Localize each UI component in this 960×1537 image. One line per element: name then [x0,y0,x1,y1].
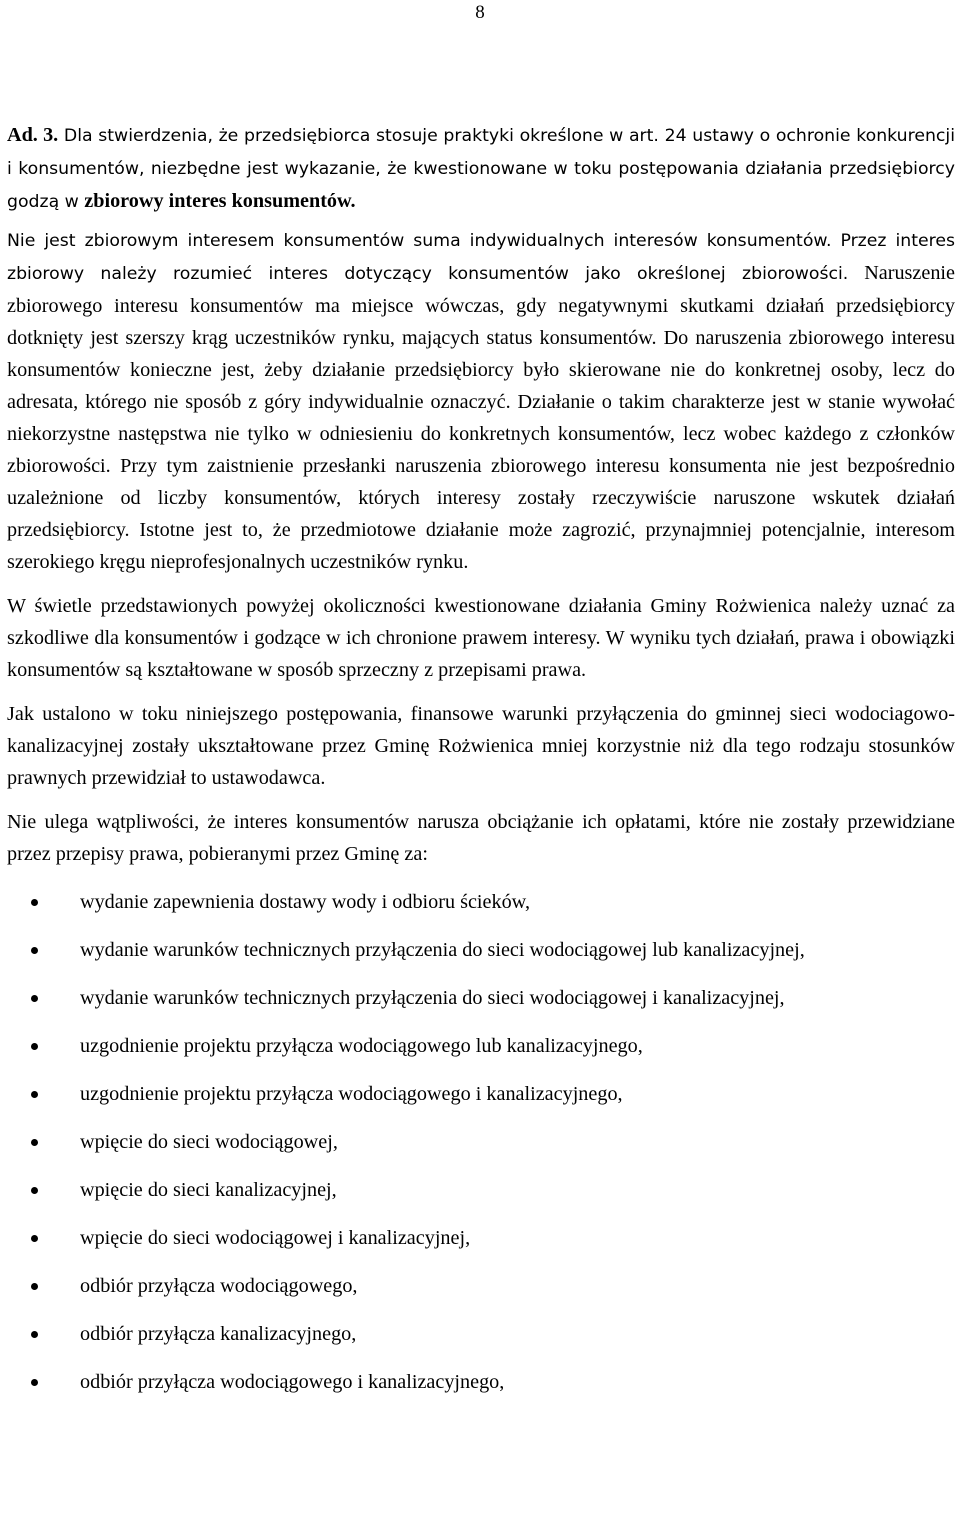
list-item: wpięcie do sieci wodociągowej i kanalizacyjnej, [7,1222,955,1254]
bullet-icon [31,1043,38,1050]
page-number: 8 [475,2,485,23]
bullet-icon [31,995,38,1002]
paragraph-definition-sans: Nie jest zbiorowym interesem konsumentów suma indywidualnych interesów konsumentów. Przez interes zbiorowy należy rozumieć interes dotyczący konsumentów jako określonej zbiorowości. [7,231,955,284]
bullet-icon [31,1091,38,1098]
list-item: wpięcie do sieci wodociągowej, [7,1126,955,1158]
list-item: odbiór przyłącza wodociągowego i kanalizacyjnego, [7,1366,955,1398]
fees-list [7,886,955,1398]
bullet-icon [31,1283,38,1290]
bold-phrase: zbiorowy interes konsumentów. [84,190,356,212]
paragraph-lead-text: Dla stwierdzenia, że przedsiębiorca stosuje praktyki określone w art. 24 ustawy o ochronie konkurencji i konsumentów, niezbędne jest wykazanie, że kwestionowane w toku postępowania działania przedsiębiorcy godzą w [7,126,956,212]
bullet-icon [31,1187,38,1194]
paragraph-definition [7,224,955,578]
bullet-icon [31,899,38,906]
list-item: wpięcie do sieci kanalizacyjnej, [7,1174,955,1206]
document-body [7,119,955,1414]
list-item: uzgodnienie projektu przyłącza wodociągowego lub kanalizacyjnego, [7,1030,955,1062]
list-item: uzgodnienie projektu przyłącza wodociągowego i kanalizacyjnego, [7,1078,955,1110]
list-item: wydanie warunków technicznych przyłączenia do sieci wodociągowej lub kanalizacyjnej, [7,934,955,966]
bullet-icon [31,1139,38,1146]
paragraph-findings: Jak ustalono w toku niniejszego postępowania, finansowe warunki przyłączenia do gminnej sieci wodociagowo-kanalizacyjnej zostały ukształtowane przez Gminę Rożwienica mniej korzystnie niż dla tego rodzaju stosunków prawnych przewidział to ustawodawca. [7,703,955,789]
bullet-icon [31,1235,38,1242]
paragraph-definition-serif: Naruszenie zbiorowego interesu konsumentów ma miejsce wówczas, gdy negatywnymi skutkami działań przedsiębiorcy dotknięty jest szerszy krąg uczestników rynku, mających status konsumentów. Do naruszenia zbiorowego interesu konsumentów konieczne jest, żeby działanie przedsiębiorcy było skierowane nie do konkretnej osoby, lecz do adresata, którego nie sposób z góry indywidualnie oznaczyć. Działanie o takim charakterze jest w stanie wywołać niekorzystne następstwa nie tylko w odniesieniu do konkretnych konsumentów, lecz wobec każdego z członków zbiorowości. Przy tym zaistnienie przesłanki naruszenia zbiorowego interesu konsumenta nie jest bezpośrednio uzależnione od liczby konsumentów, których interesy zostały rzeczywiście naruszone wskutek działań przedsiębiorcy. Istotne jest to, że przedmiotowe działanie może zagrozić, przynajmniej potencjalnie, interesom szerokiego kręgu nieprofesjonalnych uczestników rynku. [7,262,955,573]
bullet-icon [31,947,38,954]
paragraph-collective-interest [7,119,955,218]
paragraph-conclusion: W świetle przedstawionych powyżej okoliczności kwestionowane działania Gminy Rożwienica należy uznać za szkodliwe dla konsumentów i godzące w ich chronione prawem interesy. W wyniku tych działań, prawa i obowiązki konsumentów są kształtowane w sposób sprzeczny z przepisami prawa. [7,595,955,681]
list-item: odbiór przyłącza kanalizacyjnego, [7,1318,955,1350]
list-item: odbiór przyłącza wodociągowego, [7,1270,955,1302]
list-item: wydanie warunków technicznych przyłączenia do sieci wodociągowej i kanalizacyjnej, [7,982,955,1014]
section-label: Ad. 3. [7,124,59,146]
list-item: wydanie zapewnienia dostawy wody i odbioru ścieków, [7,886,955,918]
bullet-icon [31,1379,38,1386]
paragraph-fees-intro: Nie ulega wątpliwości, że interes konsumentów narusza obciążanie ich opłatami, które nie zostały przewidziane przez przepisy prawa, pobieranymi przez Gminę za: [7,811,955,865]
bullet-icon [31,1331,38,1338]
